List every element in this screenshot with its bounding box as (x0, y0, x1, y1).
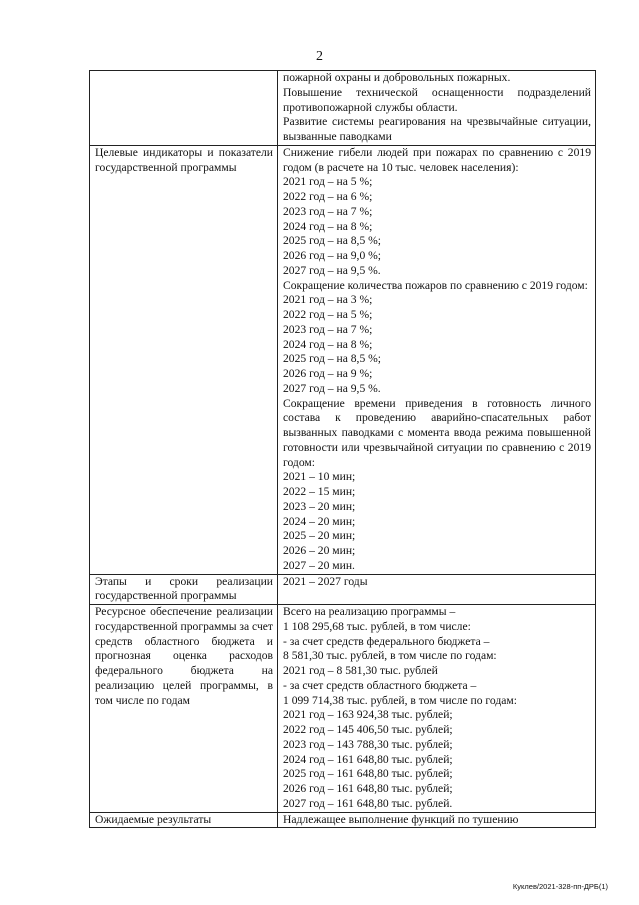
table-row (90, 605, 596, 813)
indicator-heading: Сокращение количества пожаров по сравнению с 2019 годом: (283, 278, 588, 292)
resource-line: 2022 год – 145 406,50 тыс. рублей; (283, 723, 453, 736)
resources-label: Ресурсное обеспечение реализации государственной программы за счет средств областного бюджета и прогнозная оценка расходов федерального бюджета на реализацию целей программы, в том числе по годам (90, 605, 278, 813)
document-code: Куклев/2021-328-пп-ДРБ(1) (512, 882, 608, 891)
resource-line: 2025 год – 161 648,80 тыс. рублей; (283, 767, 453, 781)
indicator-value: 2024 – 20 мин; (283, 514, 356, 528)
indicator-value: 2021 год – на 5 %; (283, 175, 373, 189)
indicator-heading: Снижение гибели людей при пожарах по сравнению с 2019 годом (в расчете на 10 тыс. человек населения): (283, 145, 591, 174)
resource-line: 2024 год – 161 648,80 тыс. рублей; (283, 752, 453, 766)
indicators-label: Целевые индикаторы и показатели государственной программы (90, 145, 278, 574)
indicator-value: 2025 год – на 8,5 %; (283, 352, 382, 366)
indicator-value: 2022 год – на 6 %; (283, 190, 373, 203)
resource-line: 1 108 295,68 тыс. рублей, в том числе: (283, 619, 471, 633)
resource-line: 2021 год – 8 581,30 тыс. рублей (283, 664, 438, 677)
indicator-value: 2022 год – на 5 %; (283, 308, 373, 321)
goal-text: Развитие системы реагирования на чрезвычайные ситуации, вызванные паводками (283, 115, 591, 143)
resource-line: 2026 год – 161 648,80 тыс. рублей; (283, 782, 453, 795)
indicator-heading: Сокращение времени приведения в готовность личного состава к проведению аварийно-спасательных работ вызванных паводками с момента ввода режима повышенной готовности или чрезвычайной ситуации по сравнению с 2019 годом: (283, 396, 591, 469)
indicator-value: 2023 год – на 7 %; (283, 204, 373, 218)
stages-value: 2021 – 2027 годы (278, 574, 596, 605)
resource-line: 8 581,30 тыс. рублей, в том числе по годам: (283, 649, 497, 663)
indicator-value: 2021 год – на 3 %; (283, 293, 373, 307)
table-row (90, 574, 596, 605)
indicator-value: 2026 – 20 мин; (283, 544, 356, 557)
indicator-value: 2026 год – на 9 %; (283, 367, 373, 380)
resource-line: 2021 год – 163 924,38 тыс. рублей; (283, 708, 453, 722)
indicator-value: 2022 – 15 мин; (283, 485, 356, 498)
indicator-value: 2023 – 20 мин; (283, 499, 356, 513)
indicator-value: 2027 – 20 мин. (283, 558, 355, 572)
expected-label: Ожидаемые результаты (90, 812, 278, 828)
table-row (90, 812, 596, 828)
expected-value: Надлежащее выполнение функций по тушению (278, 812, 596, 828)
indicator-value: 2024 год – на 8 %; (283, 219, 373, 233)
indicator-value: 2024 год – на 8 %; (283, 337, 373, 351)
indicator-value: 2025 год – на 8,5 %; (283, 234, 382, 248)
table-row (90, 71, 596, 146)
resource-line: - за счет средств федерального бюджета – (283, 634, 490, 648)
resource-line: Всего на реализацию программы – (283, 605, 456, 618)
resources-cell (278, 605, 596, 813)
resource-line: 1 099 714,38 тыс. рублей, в том числе по годам: (283, 693, 517, 707)
table-row (90, 145, 596, 574)
indicator-value: 2027 год – на 9,5 %. (283, 381, 381, 395)
goal-text: пожарной охраны и добровольных пожарных. (283, 71, 511, 84)
indicator-value: 2026 год – на 9,0 %; (283, 249, 382, 262)
resource-line: - за счет средств областного бюджета – (283, 678, 477, 692)
empty-label-cell (90, 71, 278, 146)
resource-line: 2023 год – 143 788,30 тыс. рублей; (283, 737, 453, 751)
goal-text: Повышение технической оснащенности подразделений противопожарной службы области. (283, 85, 591, 114)
stages-label: Этапы и сроки реализации государственной программы (90, 574, 278, 605)
indicator-value: 2027 год – на 9,5 %. (283, 263, 381, 277)
program-passport-table (89, 70, 596, 828)
indicator-value: 2025 – 20 мин; (283, 529, 356, 543)
goals-cell (278, 71, 596, 146)
indicator-value: 2021 – 10 мин; (283, 470, 356, 484)
indicator-value: 2023 год – на 7 %; (283, 322, 373, 336)
page-number: 2 (316, 49, 323, 64)
resource-line: 2027 год – 161 648,80 тыс. рублей. (283, 796, 453, 810)
indicators-cell (278, 145, 596, 574)
